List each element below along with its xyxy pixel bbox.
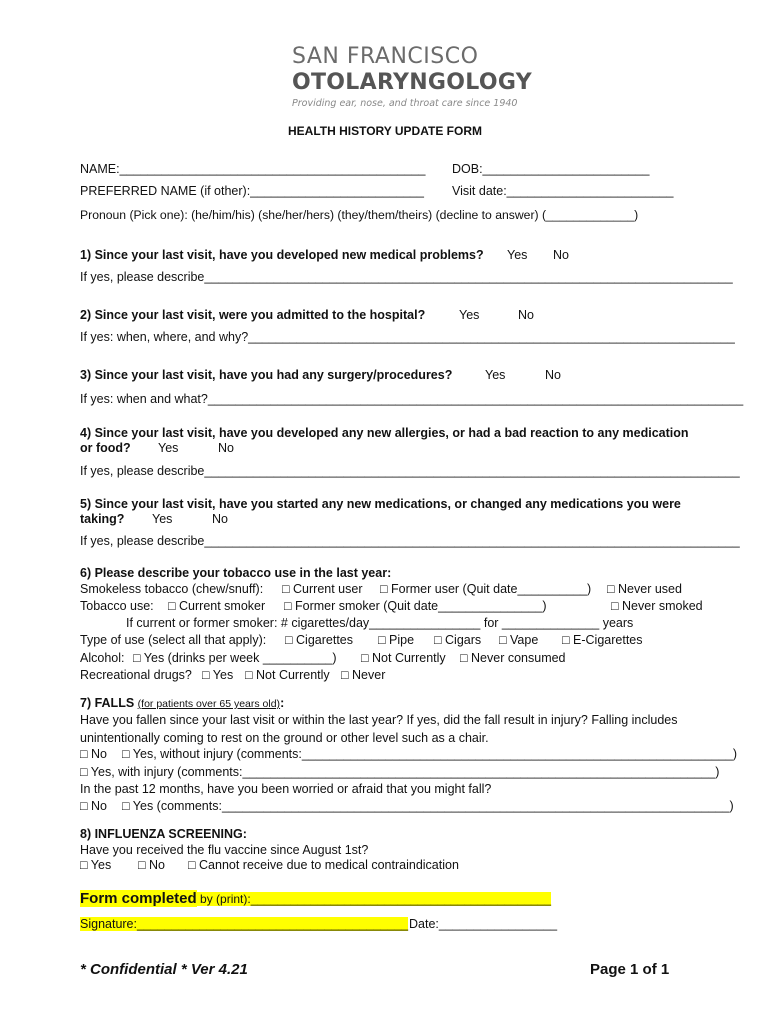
q7-heading-line [80, 696, 284, 710]
alcohol-yes-checkbox[interactable]: □ Yes (drinks per week __________) [133, 651, 337, 665]
q7-past-12-months: In the past 12 months, have you been worried or afraid that you might fall? [80, 782, 492, 796]
q3-question: 3) Since your last visit, have you had any surgery/procedures? [80, 368, 453, 382]
visit-date-field[interactable]: Visit date:________________________ [452, 184, 674, 198]
q2-yes[interactable]: Yes [459, 308, 480, 322]
q1-followup[interactable]: If yes, please describe____________________________________________________________________________ [80, 270, 733, 284]
logo-line-1: SAN FRANCISCO [292, 44, 479, 69]
q8-cannot-receive-checkbox[interactable]: □ Cannot receive due to medical contraindication [188, 858, 459, 872]
type-of-use-label: Type of use (select all that apply): [80, 633, 267, 647]
form-completed-line [80, 890, 551, 907]
q7-note: (for patients over 65 years old) [137, 698, 281, 710]
q5-followup[interactable]: If yes, please describe_____________________________________________________________________________ [80, 534, 740, 548]
q2-no[interactable]: No [518, 308, 534, 322]
q7-colon: : [280, 696, 285, 710]
type-pipe-checkbox[interactable]: □ Pipe [378, 633, 415, 647]
q8-no-checkbox[interactable]: □ No [138, 858, 166, 872]
page-number: Page 1 of 1 [590, 961, 670, 978]
q4-question-cont: or food? [80, 441, 131, 455]
name-field[interactable]: NAME:____________________________________________ [80, 162, 426, 176]
smokeless-label: Smokeless tobacco (chew/snuff): [80, 582, 264, 596]
rec-not-currently-checkbox[interactable]: □ Not Currently [245, 668, 330, 682]
q1-question: 1) Since your last visit, have you developed new medical problems? [80, 248, 484, 262]
q3-followup[interactable]: If yes: when and what?_____________________________________________________________________________ [80, 392, 744, 406]
q1-yes[interactable]: Yes [507, 248, 528, 262]
form-completed-label: Form completed [80, 890, 197, 907]
q7-yes-with-injury-checkbox[interactable]: □ Yes, with injury (comments:____________________________________________________________________) [80, 765, 720, 779]
rec-never-checkbox[interactable]: □ Never [341, 668, 386, 682]
q7-past12-no-checkbox[interactable]: □ No [80, 799, 108, 813]
q3-yes[interactable]: Yes [485, 368, 506, 382]
recreational-drugs-label: Recreational drugs? [80, 668, 192, 682]
tobacco-never-checkbox[interactable]: □ Never smoked [611, 599, 703, 613]
q7-past12-yes-checkbox[interactable]: □ Yes (comments:_________________________________________________________________________) [122, 799, 734, 813]
q8-question: Have you received the flu vaccine since August 1st? [80, 843, 369, 857]
signature-field[interactable]: Signature:_______________________________________ [80, 917, 409, 931]
q5-question-cont: taking? [80, 512, 125, 526]
rec-yes-checkbox[interactable]: □ Yes [202, 668, 234, 682]
smokeless-former-checkbox[interactable]: □ Former user (Quit date__________) [380, 582, 592, 596]
q5-no[interactable]: No [212, 512, 228, 526]
q1-no[interactable]: No [553, 248, 569, 262]
tobacco-current-checkbox[interactable]: □ Current smoker [168, 599, 266, 613]
logo-line-2: OTOLARYNGOLOGY [292, 70, 532, 95]
alcohol-never-checkbox[interactable]: □ Never consumed [460, 651, 566, 665]
form-title: HEALTH HISTORY UPDATE FORM [287, 124, 482, 138]
q2-followup[interactable]: If yes: when, where, and why?______________________________________________________________________ [80, 330, 735, 344]
date-field[interactable]: Date:_________________ [409, 917, 558, 931]
smokeless-current-checkbox[interactable]: □ Current user [282, 582, 363, 596]
q7-text-2: unintentionally coming to rest on the ground or other level such as a chair. [80, 731, 489, 745]
q4-no[interactable]: No [218, 441, 234, 455]
pronoun-field[interactable]: Pronoun (Pick one): (he/him/his) (she/her/hers) (they/them/theirs) (decline to answer) (_____________) [80, 208, 639, 222]
tobacco-former-checkbox[interactable]: □ Former smoker (Quit date_______________) [284, 599, 547, 613]
q8-yes-checkbox[interactable]: □ Yes [80, 858, 112, 872]
type-cigars-checkbox[interactable]: □ Cigars [434, 633, 482, 647]
type-vape-checkbox[interactable]: □ Vape [499, 633, 539, 647]
preferred-name-field[interactable]: PREFERRED NAME (if other):_________________________ [80, 184, 424, 198]
q6-question: 6) Please describe your tobacco use in the last year: [80, 566, 392, 580]
q4-question: 4) Since your last visit, have you developed any new allergies, or had a bad reaction to any medication [80, 426, 689, 440]
alcohol-not-currently-checkbox[interactable]: □ Not Currently [361, 651, 446, 665]
q3-no[interactable]: No [545, 368, 561, 382]
q7-heading: 7) FALLS [80, 696, 135, 710]
form-completed-by-field[interactable]: by (print):_____________________________________________ [196, 892, 552, 906]
q5-yes[interactable]: Yes [152, 512, 173, 526]
q4-followup[interactable]: If yes, please describe_____________________________________________________________________________ [80, 464, 740, 478]
q4-yes[interactable]: Yes [158, 441, 179, 455]
q2-question: 2) Since your last visit, were you admitted to the hospital? [80, 308, 426, 322]
q5-question: 5) Since your last visit, have you started any new medications, or changed any medications you were [80, 497, 681, 511]
smokeless-never-checkbox[interactable]: □ Never used [607, 582, 682, 596]
cigarettes-per-day-field[interactable]: If current or former smoker: # cigarettes/day________________ for ______________ years [126, 616, 634, 630]
q7-no-checkbox[interactable]: □ No [80, 747, 108, 761]
q7-yes-without-injury-checkbox[interactable]: □ Yes, without injury (comments:______________________________________________________________) [122, 747, 738, 761]
q8-heading: 8) INFLUENZA SCREENING: [80, 827, 247, 841]
tobacco-label: Tobacco use: [80, 599, 154, 613]
dob-field[interactable]: DOB:________________________ [452, 162, 650, 176]
type-ecigarettes-checkbox[interactable]: □ E-Cigarettes [562, 633, 643, 647]
confidential-version: * Confidential * Ver 4.21 [80, 961, 248, 978]
type-cigarettes-checkbox[interactable]: □ Cigarettes [285, 633, 353, 647]
q7-text-1: Have you fallen since your last visit or within the last year? If yes, did the fall result in injury? Falling includes [80, 713, 678, 727]
alcohol-label: Alcohol: [80, 651, 125, 665]
logo-tagline: Providing ear, nose, and throat care since 1940 [292, 98, 518, 109]
